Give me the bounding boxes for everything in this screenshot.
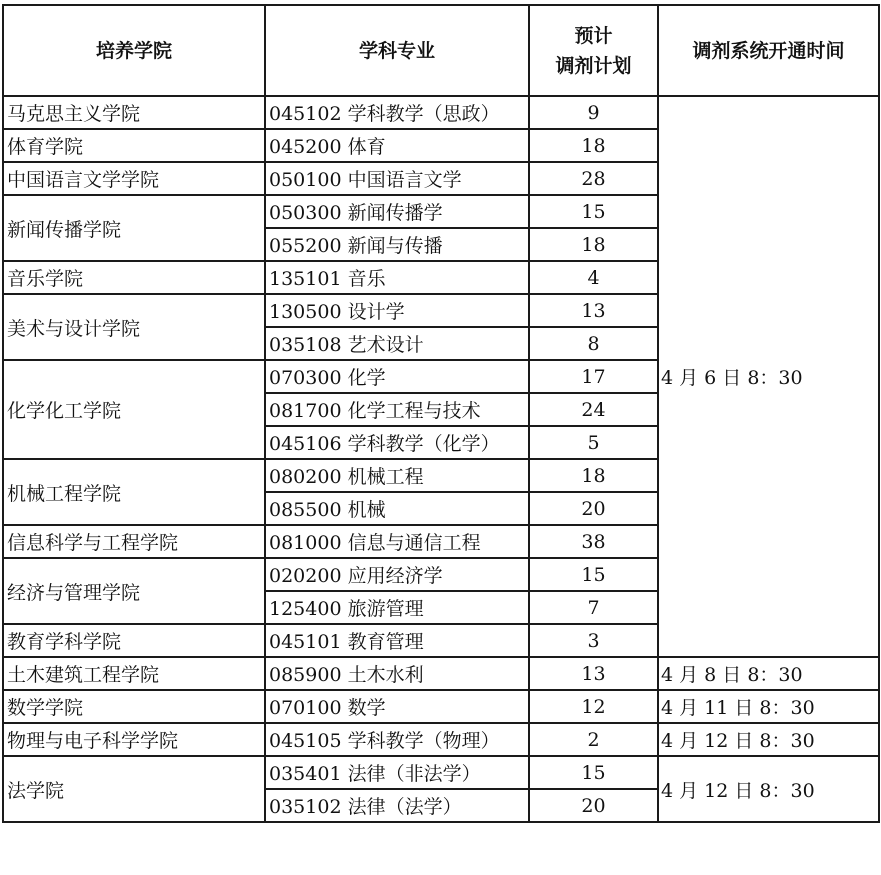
table-row xyxy=(3,96,879,129)
major-cell: 080200 机械工程 xyxy=(265,459,529,492)
plan-cell: 20 xyxy=(529,492,658,525)
plan-cell: 38 xyxy=(529,525,658,558)
plan-cell: 18 xyxy=(529,228,658,261)
plan-cell: 28 xyxy=(529,162,658,195)
plan-cell: 9 xyxy=(529,96,658,129)
college-cell: 物理与电子科学学院 xyxy=(3,723,265,756)
major-cell: 035401 法律（非法学） xyxy=(265,756,529,789)
header-row xyxy=(3,5,879,96)
plan-cell: 15 xyxy=(529,558,658,591)
major-cell: 135101 音乐 xyxy=(265,261,529,294)
plan-cell: 20 xyxy=(529,789,658,822)
plan-cell: 24 xyxy=(529,393,658,426)
header-major: 学科专业 xyxy=(265,5,529,96)
plan-cell: 5 xyxy=(529,426,658,459)
time-cell: 4 月 12 日 8：30 xyxy=(658,723,879,756)
plan-cell: 15 xyxy=(529,195,658,228)
plan-cell: 15 xyxy=(529,756,658,789)
major-cell: 085500 机械 xyxy=(265,492,529,525)
major-cell: 050100 中国语言文学 xyxy=(265,162,529,195)
table-row xyxy=(3,756,879,789)
plan-cell: 7 xyxy=(529,591,658,624)
header-plan xyxy=(529,5,658,96)
major-cell: 125400 旅游管理 xyxy=(265,591,529,624)
plan-cell: 13 xyxy=(529,657,658,690)
time-cell: 4 月 12 日 8：30 xyxy=(658,756,879,822)
college-cell: 音乐学院 xyxy=(3,261,265,294)
plan-cell: 8 xyxy=(529,327,658,360)
header-plan-line2: 调剂计划 xyxy=(555,54,632,77)
table-row xyxy=(3,723,879,756)
college-cell: 教育学科学院 xyxy=(3,624,265,657)
header-plan-line1: 预计 xyxy=(574,24,613,47)
college-cell: 信息科学与工程学院 xyxy=(3,525,265,558)
plan-cell: 12 xyxy=(529,690,658,723)
college-cell: 土木建筑工程学院 xyxy=(3,657,265,690)
college-cell: 经济与管理学院 xyxy=(3,558,265,624)
major-cell: 045102 学科教学（思政） xyxy=(265,96,529,129)
plan-cell: 2 xyxy=(529,723,658,756)
plan-cell: 18 xyxy=(529,459,658,492)
adjustment-plan-table xyxy=(2,4,880,823)
table-row xyxy=(3,657,879,690)
major-cell: 045106 学科教学（化学） xyxy=(265,426,529,459)
table-row xyxy=(3,690,879,723)
major-cell: 055200 新闻与传播 xyxy=(265,228,529,261)
plan-cell: 18 xyxy=(529,129,658,162)
plan-cell: 3 xyxy=(529,624,658,657)
major-cell: 035108 艺术设计 xyxy=(265,327,529,360)
college-cell: 体育学院 xyxy=(3,129,265,162)
header-time: 调剂系统开通时间 xyxy=(658,5,879,96)
major-cell: 130500 设计学 xyxy=(265,294,529,327)
major-cell: 081000 信息与通信工程 xyxy=(265,525,529,558)
time-cell: 4 月 11 日 8：30 xyxy=(658,690,879,723)
time-cell: 4 月 6 日 8：30 xyxy=(658,96,879,657)
major-cell: 050300 新闻传播学 xyxy=(265,195,529,228)
major-cell: 045101 教育管理 xyxy=(265,624,529,657)
college-cell: 中国语言文学学院 xyxy=(3,162,265,195)
college-cell: 化学化工学院 xyxy=(3,360,265,459)
major-cell: 070100 数学 xyxy=(265,690,529,723)
college-cell: 新闻传播学院 xyxy=(3,195,265,261)
header-college: 培养学院 xyxy=(3,5,265,96)
major-cell: 035102 法律（法学） xyxy=(265,789,529,822)
major-cell: 045105 学科教学（物理） xyxy=(265,723,529,756)
plan-cell: 13 xyxy=(529,294,658,327)
time-cell: 4 月 8 日 8：30 xyxy=(658,657,879,690)
major-cell: 081700 化学工程与技术 xyxy=(265,393,529,426)
college-cell: 法学院 xyxy=(3,756,265,822)
major-cell: 085900 土木水利 xyxy=(265,657,529,690)
college-cell: 马克思主义学院 xyxy=(3,96,265,129)
major-cell: 020200 应用经济学 xyxy=(265,558,529,591)
plan-cell: 17 xyxy=(529,360,658,393)
plan-cell: 4 xyxy=(529,261,658,294)
college-cell: 数学学院 xyxy=(3,690,265,723)
major-cell: 070300 化学 xyxy=(265,360,529,393)
college-cell: 机械工程学院 xyxy=(3,459,265,525)
college-cell: 美术与设计学院 xyxy=(3,294,265,360)
major-cell: 045200 体育 xyxy=(265,129,529,162)
